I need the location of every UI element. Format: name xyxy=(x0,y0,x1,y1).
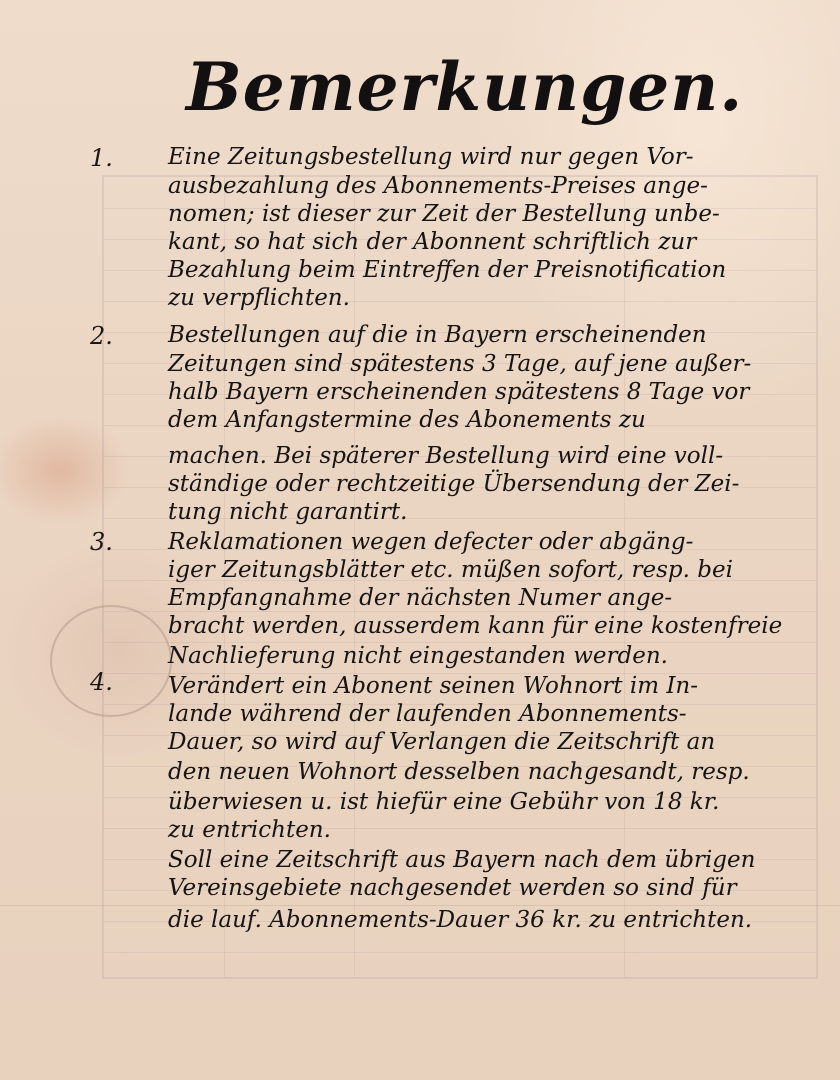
remark-number: 2. xyxy=(90,322,113,350)
remark-text-line: halb Bayern erscheinenden spätestens 8 Tage vor xyxy=(168,379,750,405)
remark-text-line: zu entrichten. xyxy=(168,817,331,843)
remark-text-line: Bestellungen auf die in Bayern erscheinenden xyxy=(168,322,707,348)
remark-text-line: lande während der laufenden Abonnements- xyxy=(168,701,687,727)
remark-text-line: Reklamationen wegen defecter oder abgäng- xyxy=(168,529,694,555)
remark-text-line: ausbezahlung des Abonnements-Preises ange- xyxy=(168,173,708,199)
remark-text-line: bracht werden, ausserdem kann für eine kostenfreie xyxy=(168,613,783,639)
faint-postmark-stamp xyxy=(50,605,172,717)
remark-text-line: machen. Bei späterer Bestellung wird eine voll- xyxy=(168,443,724,469)
bleed-row-line xyxy=(104,952,816,953)
remark-text-line: Eine Zeitungsbestellung wird nur gegen Vor- xyxy=(168,144,694,170)
remark-text-line: nomen; ist dieser zur Zeit der Bestellung unbe- xyxy=(168,201,720,227)
remark-text-line: kant, so hat sich der Abonnent schriftlich zur xyxy=(168,229,697,255)
remark-text-line: tung nicht garantirt. xyxy=(168,499,408,525)
remark-number: 3. xyxy=(90,528,113,556)
remark-text-line: Nachlieferung nicht eingestanden werden. xyxy=(168,643,668,669)
remark-text-line: Bezahlung beim Eintreffen der Preisnotification xyxy=(168,257,727,283)
remark-text-line: überwiesen u. ist hiefür eine Gebühr von 18 kr. xyxy=(168,789,720,815)
remark-text-line: zu verpflichten. xyxy=(168,285,350,311)
remark-text-line: Dauer, so wird auf Verlangen die Zeitschrift an xyxy=(168,729,716,755)
remark-text-line: iger Zeitungsblätter etc. müßen sofort, resp. bei xyxy=(168,557,733,583)
remark-text-line: Empfangnahme der nächsten Numer ange- xyxy=(168,585,673,611)
remark-text-line: die lauf. Abonnements-Dauer 36 kr. zu entrichten. xyxy=(168,907,753,933)
remark-number: 4. xyxy=(90,668,113,696)
remark-text-line: ständige oder rechtzeitige Übersendung der Zei- xyxy=(168,471,740,497)
remark-text-line: Soll eine Zeitschrift aus Bayern nach dem übrigen xyxy=(168,847,756,873)
remark-text-line: Zeitungen sind spätestens 3 Tage, auf jene außer- xyxy=(168,351,752,377)
remark-text-line: dem Anfangstermine des Abonements zu xyxy=(168,407,646,433)
remark-text-line: den neuen Wohnort desselben nachgesandt, resp. xyxy=(168,759,750,785)
page-title: Bemerkungen. xyxy=(186,48,744,126)
remark-text-line: Verändert ein Abonent seinen Wohnort im In- xyxy=(168,673,698,699)
remark-number: 1. xyxy=(90,144,113,172)
remark-text-line: Vereinsgebiete nachgesendet werden so sind für xyxy=(168,875,737,901)
